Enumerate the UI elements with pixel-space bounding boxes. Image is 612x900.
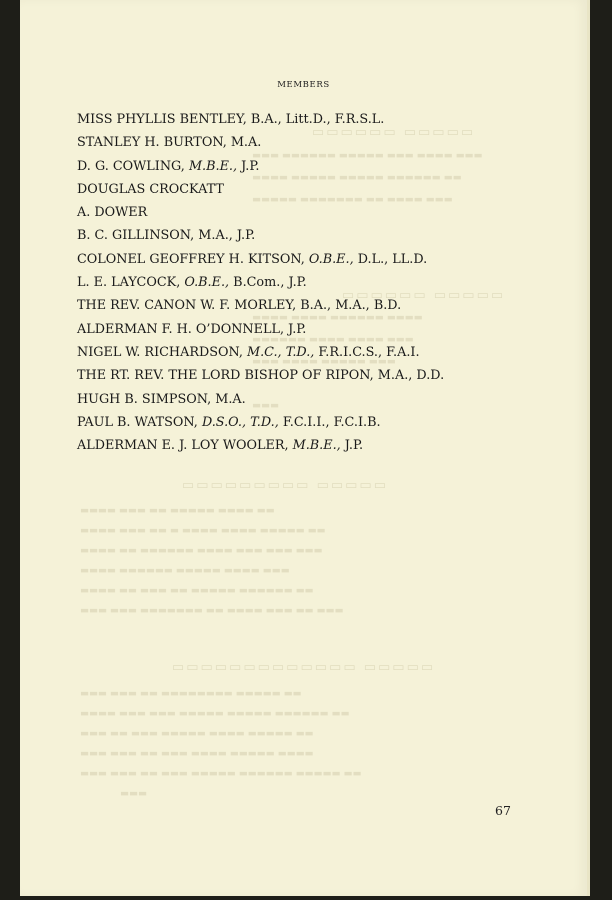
member-entry [77, 248, 444, 271]
member-text: THE RT. REV. THE LORD BISHOP OF RIPON, M.A., D.D. [77, 368, 445, 384]
member-text: F.C.I.I., F.C.I.B. [278, 414, 381, 430]
member-honour: D.S.O., T.D., [201, 414, 279, 430]
page-number: 67 [495, 803, 511, 818]
member-text: MISS PHYLLIS BENTLEY, B.A., Litt.D., F.R.S.L. [77, 112, 385, 127]
member-entry [77, 294, 444, 317]
member-entry [77, 201, 444, 224]
member-honour: M.B.E., [188, 158, 238, 174]
member-text: B.Com., J.P. [229, 275, 307, 291]
member-text: J.P. [340, 438, 364, 454]
member-entry [77, 341, 444, 364]
member-text: HUGH B. SIMPSON, M.A. [77, 391, 246, 407]
member-text: ALDERMAN E. J. LOY WOOLER, [77, 438, 293, 454]
member-text: DOUGLAS CROCKATT [77, 181, 224, 197]
member-entry [77, 318, 444, 341]
member-entry [77, 411, 444, 434]
page-heading: MEMBERS [277, 80, 330, 90]
member-entry [77, 388, 444, 411]
member-text: STANLEY H. BURTON, M.A. [77, 135, 262, 151]
member-text: D. G. COWLING, [77, 158, 189, 174]
member-entry [77, 178, 444, 201]
member-entry [77, 271, 444, 294]
member-text: A. DOWER [77, 205, 148, 221]
member-text: PAUL B. WATSON, [77, 414, 202, 430]
member-text: ALDERMAN F. H. O’DONNELL, J.P. [77, 321, 307, 337]
member-entry [77, 364, 444, 387]
document-page: ▭▭▭▭▭ ▭▭▭▭▭▭ ▬▬▬ ▬▬▬▬ ▬▬▬ ▬▬▬▬▬ ▬▬▬▬▬▬ ▬▬▬ ▬▬ ▬▬▬▬▬▬ ▬▬▬▬▬ ▬▬▬▬▬ ▬▬▬▬ ▬▬▬ ▬▬▬▬ ▬▬ ▬▬▬▬▬▬▬ ▬▬▬▬▬ ▭▭▭▭▭ ▭▭▭▭▭▭ ▬▬▬▬ ▬▬▬▬▬▬ ▬▬▬▬ ▬▬▬▬ ▬▬▬ ▬▬▬▬ ▬▬▬▬ ▬▬▬▬▬▬ ▬▬▬ ▬▬▬▬▬ ▬▬▬▬ ▬▬▬ ▬▬▬ ▭▭▭▭▭ ▭▭▭▭▭▭▭▭▭ ▬▬ ▬▬▬▬ ▬▬▬▬▬ ▬▬ ▬▬▬ ▬▬▬▬ ▬▬ ▬▬▬▬▬ ▬▬▬▬ ▬▬▬▬ ▬ ▬▬ ▬▬▬ ▬▬▬▬ ▬▬▬ ▬▬▬ ▬▬▬ ▬▬▬▬ ▬▬▬▬▬▬ ▬▬ ▬▬▬▬ ▬▬▬ ▬▬▬▬ ▬▬▬▬▬ ▬▬▬▬▬▬ ▬▬▬▬ ▬▬ ▬▬▬▬▬▬ ▬▬▬▬▬ ▬▬ ▬▬▬ ▬▬ ▬▬▬▬ ▬▬▬ ▬▬ ▬▬▬ ▬▬▬▬ ▬▬ ▬▬▬▬▬▬▬ ▬▬▬ ▬▬▬ ▭▭▭▭▭ ▭▭▭▭▭▭▭▭▭▭▭▭▭ ▬▬ ▬▬▬▬▬ ▬▬▬▬▬▬▬▬ ▬▬ ▬▬▬ ▬▬▬ ▬▬ ▬▬▬▬▬▬ ▬▬▬▬▬ ▬▬▬▬▬ ▬▬▬ ▬▬▬ ▬▬▬▬ ▬▬ ▬▬▬▬▬ ▬▬▬▬ ▬▬▬▬▬ ▬▬▬ ▬▬ ▬▬▬ ▬▬▬▬ ▬▬▬▬▬ ▬▬▬▬ ▬▬▬ ▬▬ ▬▬▬ ▬▬▬ ▬▬ ▬▬▬▬▬ ▬▬▬▬▬▬ ▬▬▬▬▬ ▬▬▬ ▬▬ ▬▬▬ ▬▬▬ ▬▬▬ MEMBERS MISS PHYLLIS BENTLEY, B.A., Litt.D., F.R.S.L. STANLEY H. BURTON, M.A. D. G. COWLING, M.B.E., J.P. DOUGLAS CROCKATT A. DOWER B. C. GILLINSON, M.A., J.P. COLONEL GEOFFREY H. KITSON, O.B.E., D.L., LL.D. L. E. LAYCOCK, O.B.E., B.Com., J.P. THE REV. CANON W. F. MORLEY, B.A., M.A., B.D. ALDERMAN F. H. O’DONNELL, J.P. NIGEL W. RICHARDSON, M.C., T.D., F.R.I.C.S., F.A.I. THE RT. REV. THE LORD BISHOP OF RIPON, M.A., D.D. HUGH B. SIMPSON, M.A. PAUL B. WATSON, D.S.O., T.D., F.C.I.I., F.C.I.B. ALDERMAN E. J. LOY WOOLER, M.B.E., J.P. 67 [20, 0, 590, 896]
member-entry [77, 434, 444, 457]
member-text: F.R.I.C.S., F.A.I. [314, 344, 420, 360]
member-honour: O.B.E., [184, 275, 230, 291]
member-entry [77, 131, 444, 154]
member-text: D.L., LL.D. [353, 251, 428, 267]
member-honour: M.B.E., [292, 438, 341, 454]
member-entry [77, 108, 444, 131]
member-text: J.P. [237, 158, 260, 174]
member-honour: O.B.E., [308, 251, 354, 267]
member-text: NIGEL W. RICHARDSON, [77, 344, 247, 360]
member-honour: M.C., T.D., [246, 344, 315, 360]
member-entry [77, 224, 444, 247]
members-list [77, 108, 444, 457]
member-text: L. E. LAYCOCK, [77, 275, 185, 291]
member-text: B. C. GILLINSON, M.A., J.P. [77, 228, 256, 244]
member-text: COLONEL GEOFFREY H. KITSON, [77, 251, 309, 267]
member-entry [77, 155, 444, 178]
member-text: THE REV. CANON W. F. MORLEY, B.A., M.A., B.D. [77, 298, 402, 314]
